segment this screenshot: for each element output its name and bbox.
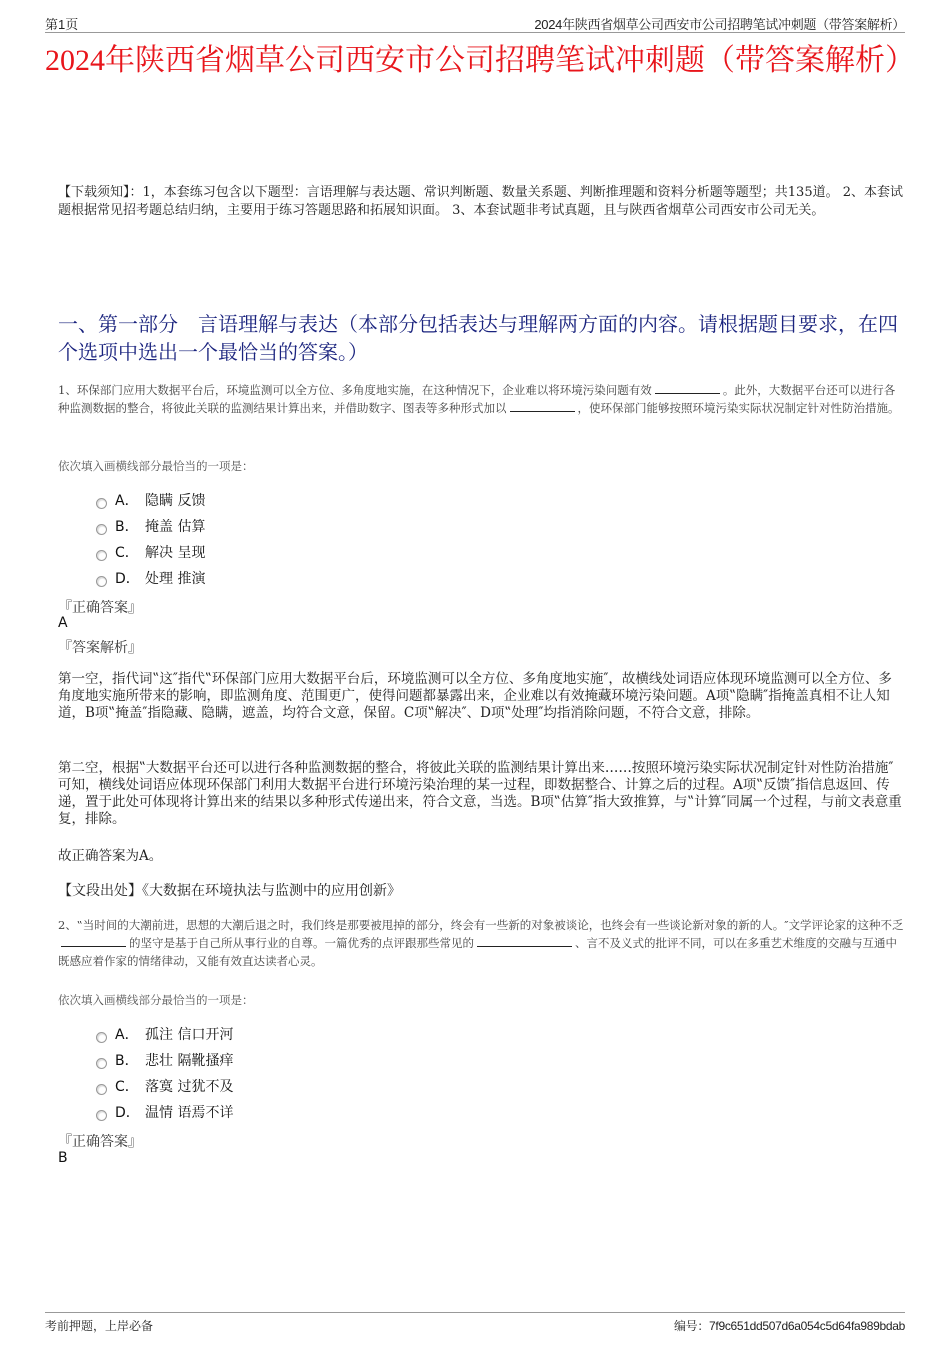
correct-answer-label: 『正确答案』 xyxy=(58,1134,142,1150)
stem-text: 、言不及义式的批评不同，可以在多重艺术维度的交融与互通中既感应着作家的情绪律动，又能有效直达读者心灵。 xyxy=(58,936,897,968)
correct-answer: A xyxy=(58,615,68,631)
question-2-stem xyxy=(58,916,905,970)
option-letter: A． xyxy=(115,1027,139,1043)
question-2-prompt: 依次填入画横线部分最恰当的一项是： xyxy=(58,993,254,1007)
question-1-prompt: 依次填入画横线部分最恰当的一项是： xyxy=(58,459,254,473)
analysis-paragraph-1: 第一空，指代词‟这″指代‟环保部门应用大数据平台后，环境监测可以全方位、多角度地实施″，故横线处词语应体现环境监测可以全方位、多角度地实施所带来的影响，即监测角度、范围更广，使得问题都暴露出来，企业难以有效掩藏环境污染问题。A项‟隐瞒″指掩盖真相不让人知道，B项‟掩盖″指隐藏、隐瞒，遮盖，均符合文意，保留。C项‟解决″、D项‟处理″均指消除问题，不符合文意，排除。 xyxy=(58,671,892,721)
radio-icon[interactable] xyxy=(96,1058,107,1069)
analysis-paragraph-2: 第二空，根据‟大数据平台还可以进行各种监测数据的整合，将彼此关联的监测结果计算出来……按照环境污染实际状况制定针对性防治措施″可知，横线处词语应体现环保部门利用大数据平台进行环境污染治理的某一过程，即数据整合、计算之后的过程。A项‟反馈″指信息返回、传递，置于此处可体现将计算出来的结果以多种形式传递出来，符合文意，当选。B项‟估算″指大致推算，与‟计算″同属一个过程，与前文表意重复，排除。 xyxy=(58,760,902,827)
option-b[interactable] xyxy=(96,1047,233,1073)
fill-blank xyxy=(655,381,720,394)
option-text: 温情 语焉不详 xyxy=(145,1105,234,1121)
option-text: 解决 呈现 xyxy=(145,545,206,561)
option-letter: B． xyxy=(115,519,139,535)
stem-text: 。此外，大数据平台还可以进行各种监测数据的整合，将彼此关联的监测结果计算出来，并借助数字、图表等多种形式加以 xyxy=(58,383,896,415)
question-1-options xyxy=(96,487,205,591)
page-number: 第1页 xyxy=(45,17,79,32)
footer-slogan: 考前押题，上岸必备 xyxy=(45,1319,154,1333)
stem-text: 2、‟当时间的大潮前进，思想的大潮后退之时，我们终是那要被甩掉的部分，终会有一些新的对象被谈论，也终会有一些谈论新对象的新的人。″文学评论家的这种不乏 xyxy=(58,918,904,932)
stem-text: 的坚守是基于自己所从事行业的自尊。一篇优秀的点评跟那些常见的 xyxy=(129,936,474,950)
option-letter: D． xyxy=(115,1105,140,1121)
analysis-label: 『答案解析』 xyxy=(58,640,142,656)
question-1-stem xyxy=(58,381,905,417)
stem-text: 1、环保部门应用大数据平台后，环境监测可以全方位、多角度地实施，在这种情况下，企业难以将环境污染问题有效 xyxy=(58,383,652,397)
correct-answer: B xyxy=(58,1150,68,1166)
header-doc-title: 2024年陕西省烟草公司西安市公司招聘笔试冲刺题（带答案解析） xyxy=(534,17,905,32)
passage-source: 【文段出处】《大数据在环境执法与监测中的应用创新》 xyxy=(58,883,401,899)
section-title: 一、第一部分 言语理解与表达（本部分包括表达与理解两方面的内容。请根据题目要求，在四个选项中选出一个最恰当的答案。） xyxy=(58,314,898,364)
fill-blank xyxy=(510,399,575,412)
analysis-conclusion: 故正确答案为A。 xyxy=(58,848,163,864)
correct-answer-label: 『正确答案』 xyxy=(58,600,142,616)
option-c[interactable] xyxy=(96,1073,233,1099)
option-text: 孤注 信口开河 xyxy=(145,1027,234,1043)
document-serial: 编号：7f9c651dd507d6a054c5d64fa989bdab xyxy=(673,1319,905,1333)
radio-icon[interactable] xyxy=(96,498,107,509)
option-c[interactable] xyxy=(96,539,205,565)
option-text: 悲壮 隔靴搔痒 xyxy=(145,1053,234,1069)
page-header xyxy=(45,10,905,33)
option-text: 掩盖 估算 xyxy=(145,519,206,535)
option-text: 处理 推演 xyxy=(145,571,206,587)
radio-icon[interactable] xyxy=(96,1084,107,1095)
question-2-options xyxy=(96,1021,233,1125)
radio-icon[interactable] xyxy=(96,576,107,587)
radio-icon[interactable] xyxy=(96,1110,107,1121)
option-d[interactable] xyxy=(96,1099,233,1125)
option-text: 隐瞒 反馈 xyxy=(145,493,206,509)
option-text: 落寞 过犹不及 xyxy=(145,1079,234,1095)
radio-icon[interactable] xyxy=(96,1032,107,1043)
radio-icon[interactable] xyxy=(96,550,107,561)
option-a[interactable] xyxy=(96,1021,233,1047)
option-letter: A． xyxy=(115,493,139,509)
radio-icon[interactable] xyxy=(96,524,107,535)
option-b[interactable] xyxy=(96,513,205,539)
option-letter: C． xyxy=(115,545,139,561)
stem-text: ，使环保部门能够按照环境污染实际状况制定针对性防治措施。 xyxy=(577,401,900,415)
fill-blank xyxy=(477,934,572,947)
option-letter: C． xyxy=(115,1079,139,1095)
option-a[interactable] xyxy=(96,487,205,513)
fill-blank xyxy=(61,934,126,947)
option-d[interactable] xyxy=(96,565,205,591)
document-title: 2024年陕西省烟草公司西安市公司招聘笔试冲刺题（带答案解析） xyxy=(45,44,915,77)
download-notice: 【下载须知】：1，本套练习包含以下题型：言语理解与表达题、常识判断题、数量关系题、判断推理题和资料分析题等题型；共135道。 2、本套试题根据常见招考题总结归纳，主要用于练习答题思路和拓展知识面。 3、本套试题非考试真题，且与陕西省烟草公司西安市公司无关。 xyxy=(58,185,903,218)
option-letter: D． xyxy=(115,571,140,587)
page-footer xyxy=(45,1312,905,1333)
option-letter: B． xyxy=(115,1053,139,1069)
